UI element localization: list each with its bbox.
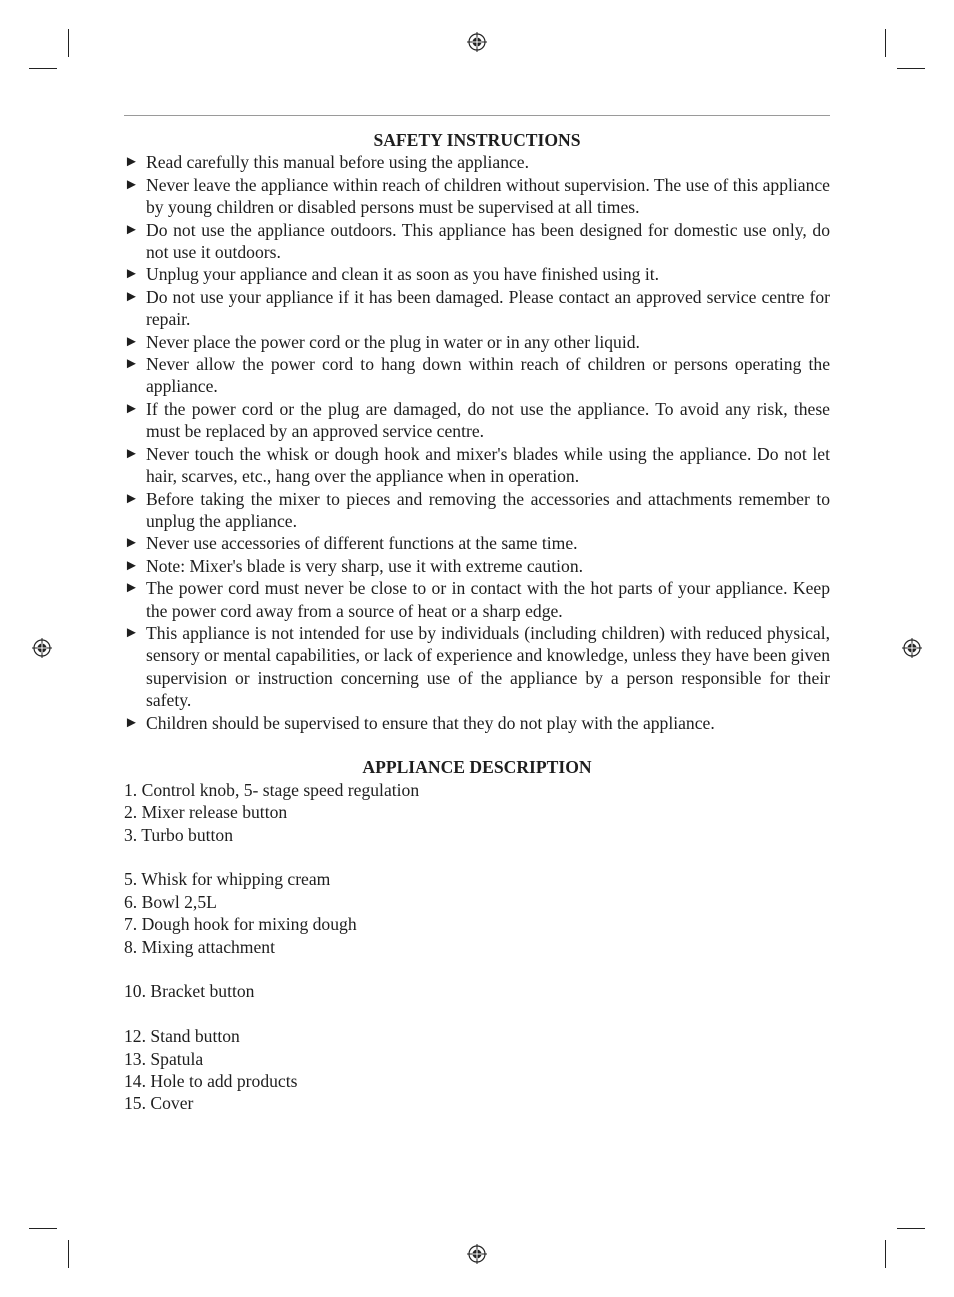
list-item	[124, 488, 830, 533]
list-item	[124, 331, 830, 353]
list-item	[124, 263, 830, 285]
list-item	[124, 151, 830, 173]
registration-mark-icon	[467, 1244, 487, 1264]
list-item	[124, 174, 830, 219]
registration-mark-icon	[902, 638, 922, 658]
list-item: 3. Turbo button	[124, 824, 234, 845]
list-item-text: If the power cord or the plug are damaged, do not use the appliance. To avoid any risk, these must be replaced by an approved service centre.	[146, 398, 830, 442]
crop-mark-bottom-left-vertical	[68, 1240, 69, 1268]
crop-mark-top-right-horizontal	[897, 68, 925, 69]
safety-list	[124, 151, 830, 734]
right-triangle-icon: ►	[124, 490, 139, 507]
page-content	[124, 129, 830, 1115]
right-triangle-icon: ►	[124, 288, 139, 305]
list-item	[124, 353, 830, 398]
right-triangle-icon: ►	[124, 445, 139, 462]
crop-mark-bottom-right-horizontal	[897, 1228, 925, 1229]
list-item-text: Before taking the mixer to pieces and removing the accessories and attachments remember to unplug the appliance.	[146, 488, 830, 531]
list-item: 5. Whisk for whipping cream	[124, 869, 331, 890]
list-item	[124, 958, 830, 980]
right-triangle-icon: ►	[124, 266, 139, 283]
list-item-text: Never allow the power cord to hang down within reach of children or persons operating the appliance.	[146, 354, 830, 397]
list-item: 13. Spatula	[124, 1048, 204, 1069]
registration-mark-icon	[467, 32, 487, 52]
list-item: 15. Cover	[124, 1093, 194, 1114]
list-item	[124, 398, 830, 443]
right-triangle-icon: ►	[124, 580, 139, 597]
list-item: 8. Mixing attachment	[124, 936, 275, 957]
right-triangle-icon: ►	[124, 557, 139, 574]
list-item-text: Note: Mixer's blade is very sharp, use it with extreme caution.	[146, 555, 584, 576]
list-item: 1. Control knob, 5- stage speed regulation	[124, 779, 420, 800]
list-item	[124, 286, 830, 331]
crop-mark-top-left-horizontal	[29, 68, 57, 69]
crop-mark-bottom-left-horizontal	[29, 1228, 57, 1229]
list-item-text: Read carefully this manual before using the appliance.	[146, 152, 530, 173]
list-item: 12. Stand button	[124, 1026, 240, 1047]
list-item-text: Children should be supervised to ensure that they do not play with the appliance.	[146, 712, 715, 733]
list-item: 7. Dough hook for mixing dough	[124, 914, 357, 935]
safety-heading: SAFETY INSTRUCTIONS	[373, 130, 581, 150]
list-item-text: Do not use the appliance outdoors. This appliance has been designed for domestic use only, do not use it outdoors.	[146, 219, 830, 263]
right-triangle-icon: ►	[124, 535, 139, 552]
right-triangle-icon: ►	[124, 221, 139, 238]
top-divider	[124, 115, 830, 116]
crop-mark-top-right-vertical	[885, 29, 886, 57]
list-item: 2. Mixer release button	[124, 802, 288, 823]
description-list	[124, 779, 830, 1115]
right-triangle-icon: ►	[124, 714, 139, 731]
list-item-text: Never leave the appliance within reach of children without supervision. The use of this appliance by young children or disabled persons must be supervised at all times.	[146, 174, 830, 218]
description-heading: APPLIANCE DESCRIPTION	[362, 757, 592, 778]
list-item	[124, 712, 830, 734]
right-triangle-icon: ►	[124, 154, 139, 171]
right-triangle-icon: ►	[124, 333, 139, 350]
list-item: 10. Bracket button	[124, 981, 255, 1002]
crop-mark-top-left-vertical	[68, 29, 69, 57]
crop-mark-bottom-right-vertical	[885, 1240, 886, 1268]
list-item-text: This appliance is not intended for use by individuals (including children) with reduced physical, sensory or mental capabilities, or lack of experience and knowledge, unless they have been given supervision or instruction concerning use of the appliance by a person responsible for their safety.	[146, 622, 830, 711]
list-item	[124, 622, 830, 712]
right-triangle-icon: ►	[124, 624, 139, 641]
list-item	[124, 443, 830, 488]
list-item-text: Never use accessories of different functions at the same time.	[146, 533, 578, 554]
list-item-text: The power cord must never be close to or in contact with the hot parts of your appliance. Keep the power cord away from a source of heat or a sharp edge.	[146, 578, 830, 621]
right-triangle-icon: ►	[124, 400, 139, 417]
right-triangle-icon: ►	[124, 356, 139, 373]
section-spacer	[124, 734, 830, 756]
right-triangle-icon: ►	[124, 176, 139, 193]
list-item: 14. Hole to add products	[124, 1071, 298, 1091]
list-item: 6. Bowl 2,5L	[124, 891, 217, 912]
list-item-text: Do not use your appliance if it has been damaged. Please contact an approved service centre for repair.	[146, 286, 830, 330]
list-item	[124, 577, 830, 622]
list-item-text: Never place the power cord or the plug in water or in any other liquid.	[146, 331, 640, 352]
list-item-text: Never touch the whisk or dough hook and mixer's blades while using the appliance. Do not let hair, scarves, etc., hang over the appliance when in operation.	[146, 443, 830, 487]
list-item	[124, 846, 830, 868]
list-item	[124, 555, 830, 577]
registration-mark-icon	[32, 638, 52, 658]
list-item	[124, 532, 830, 554]
list-item-text: Unplug your appliance and clean it as soon as you have finished using it.	[146, 264, 660, 285]
list-item	[124, 1003, 830, 1025]
list-item	[124, 219, 830, 264]
